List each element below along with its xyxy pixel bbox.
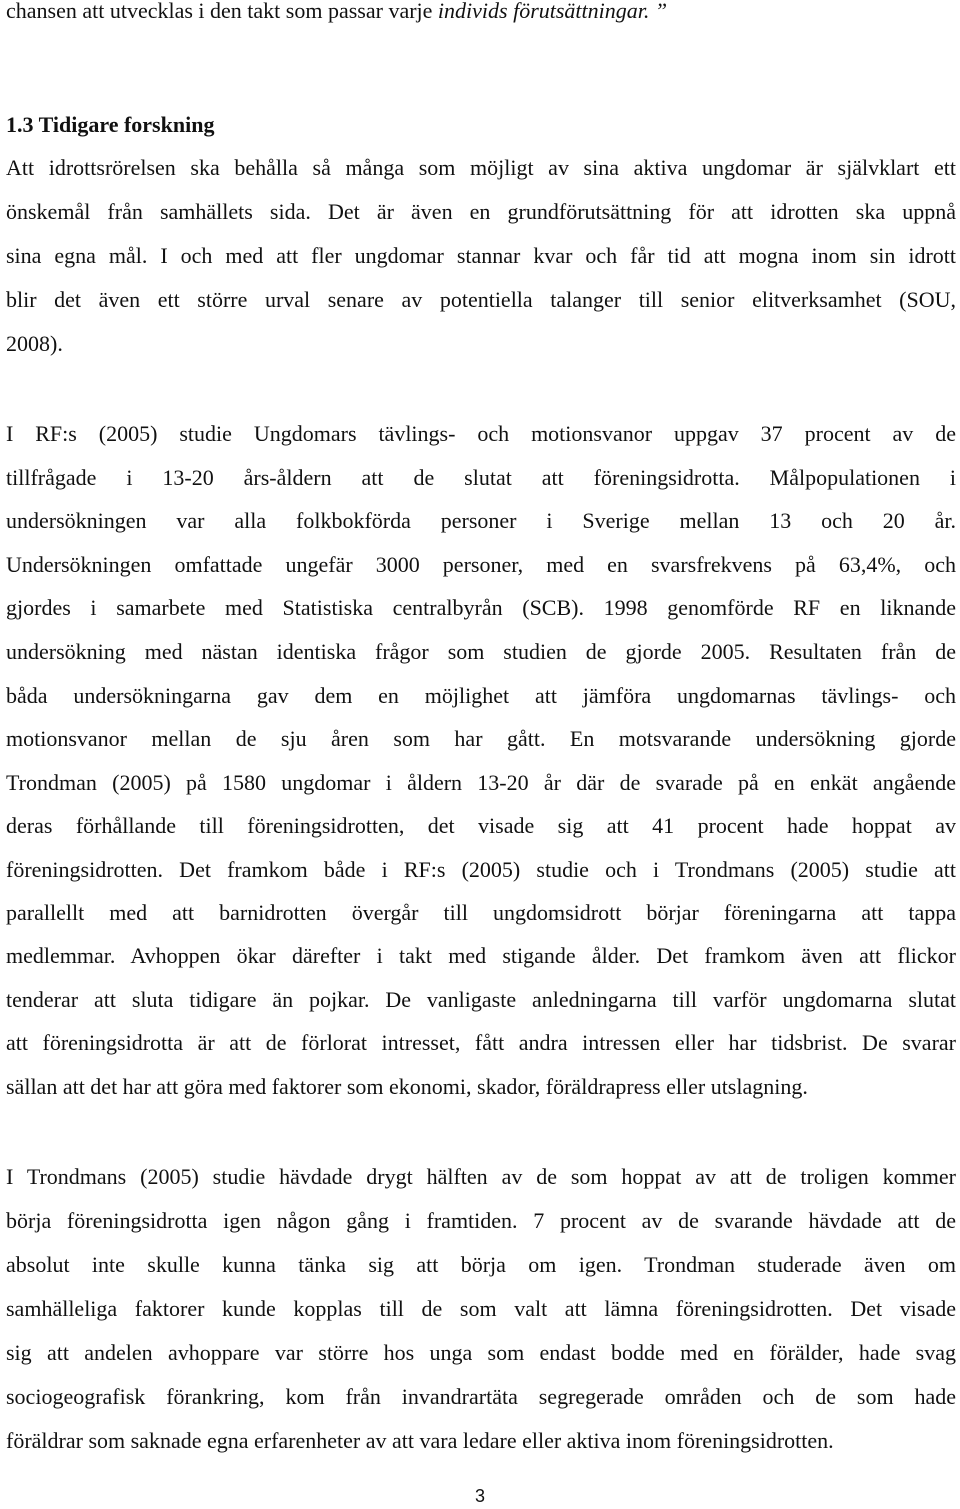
paragraph-line: tenderar att sluta tidigare än pojkar. De vanligaste anledningarna till varför ungdomarna slutat [6, 987, 956, 1012]
paragraph-line: önskemål från samhällets sida. Det är även en grundförutsättning för att idrotten ska uppnå [6, 199, 956, 224]
paragraph-line: sig att andelen avhoppare var större hos unga som endast bodde med en förälder, hade svag [6, 1340, 956, 1365]
paragraph-line: 2008). [6, 331, 63, 356]
paragraph-line: föreningsidrotten. Det framkom både i RF:s (2005) studie och i Trondmans (2005) studie att [6, 857, 956, 882]
paragraph-line: sociogeografisk förankring, kom från invandrartäta segregerade områden och de som hade [6, 1384, 956, 1409]
paragraph-line: tillfrågade i 13-20 års-åldern att de slutat att föreningsidrotta. Målpopulationen i [6, 465, 956, 490]
paragraph-line: Undersökningen omfattade ungefär 3000 personer, med en svarsfrekvens på 63,4%, och [6, 552, 956, 577]
paragraph-line: Att idrottsrörelsen ska behålla så många som möjligt av sina aktiva ungdomar är självklart ett [6, 155, 956, 180]
paragraph-line: deras förhållande till föreningsidrotten, det visade sig att 41 procent hade hoppat av [6, 813, 956, 838]
paragraph-line: börja föreningsidrotta igen någon gång i framtiden. 7 procent av de svarande hävdade att de [6, 1208, 956, 1233]
paragraph-line: blir det även ett större urval senare av potentiella talanger till senior elitverksamhet (SOU, [6, 287, 956, 312]
paragraph-line: motionsvanor mellan de sju åren som har gått. En motsvarande undersökning gjorde [6, 726, 956, 751]
paragraph-line: I RF:s (2005) studie Ungdomars tävlings- och motionsvanor uppgav 37 procent av de [6, 421, 956, 446]
paragraph-line: parallellt med att barnidrotten övergår till ungdomsidrott börjar föreningarna att tappa [6, 900, 956, 925]
paragraph-line: samhälleliga faktorer kunde kopplas till de som valt att lämna föreningsidrotten. Det visade [6, 1296, 956, 1321]
paragraph-line: medlemmar. Avhoppen ökar därefter i takt med stigande ålder. Det framkom även att flickor [6, 943, 956, 968]
paragraph-line: undersökning med nästan identiska frågor som studien de gjorde 2005. Resultaten från de [6, 639, 956, 664]
paragraph-line: sina egna mål. I och med att fler ungdomar stannar kvar och får tid att mogna inom sin idrott [6, 243, 956, 268]
paragraph-line: föräldrar som saknade egna erfarenheter av att vara ledare eller aktiva inom föreningsidrotten. [6, 1428, 834, 1453]
paragraph-line: I Trondmans (2005) studie hävdade drygt hälften av de som hoppat av att de troligen kommer [6, 1164, 956, 1189]
paragraph-line: sällan att det har att göra med faktorer som ekonomi, skador, föräldrapress eller utslagning. [6, 1074, 808, 1099]
paragraph-line: absolut inte skulle kunna tänka sig att börja om igen. Trondman studerade även om [6, 1252, 956, 1277]
paragraph-line: Trondman (2005) på 1580 ungdomar i åldern 13-20 år där de svarade på en enkät angående [6, 770, 956, 795]
quote-tail-italic: individs förutsättningar. ” [437, 0, 668, 23]
quote-tail-line [6, 0, 667, 22]
page-number: 3 [474, 1486, 485, 1506]
section-heading: 1.3 Tidigare forskning [6, 112, 215, 137]
paragraph-line: gjordes i samarbete med Statistiska centralbyrån (SCB). 1998 genomförde RF en liknande [6, 595, 956, 620]
quote-tail-text: chansen att utvecklas i den takt som passar varje [6, 0, 438, 23]
paragraph-line: undersökningen var alla folkbokförda personer i Sverige mellan 13 och 20 år. [6, 508, 956, 533]
paragraph-line: båda undersökningarna gav dem en möjlighet att jämföra ungdomarnas tävlings- och [6, 683, 956, 708]
paragraph-line: att föreningsidrotta är att de förlorat intresset, fått andra intressen eller har tidsbrist. De svarar [6, 1030, 956, 1055]
